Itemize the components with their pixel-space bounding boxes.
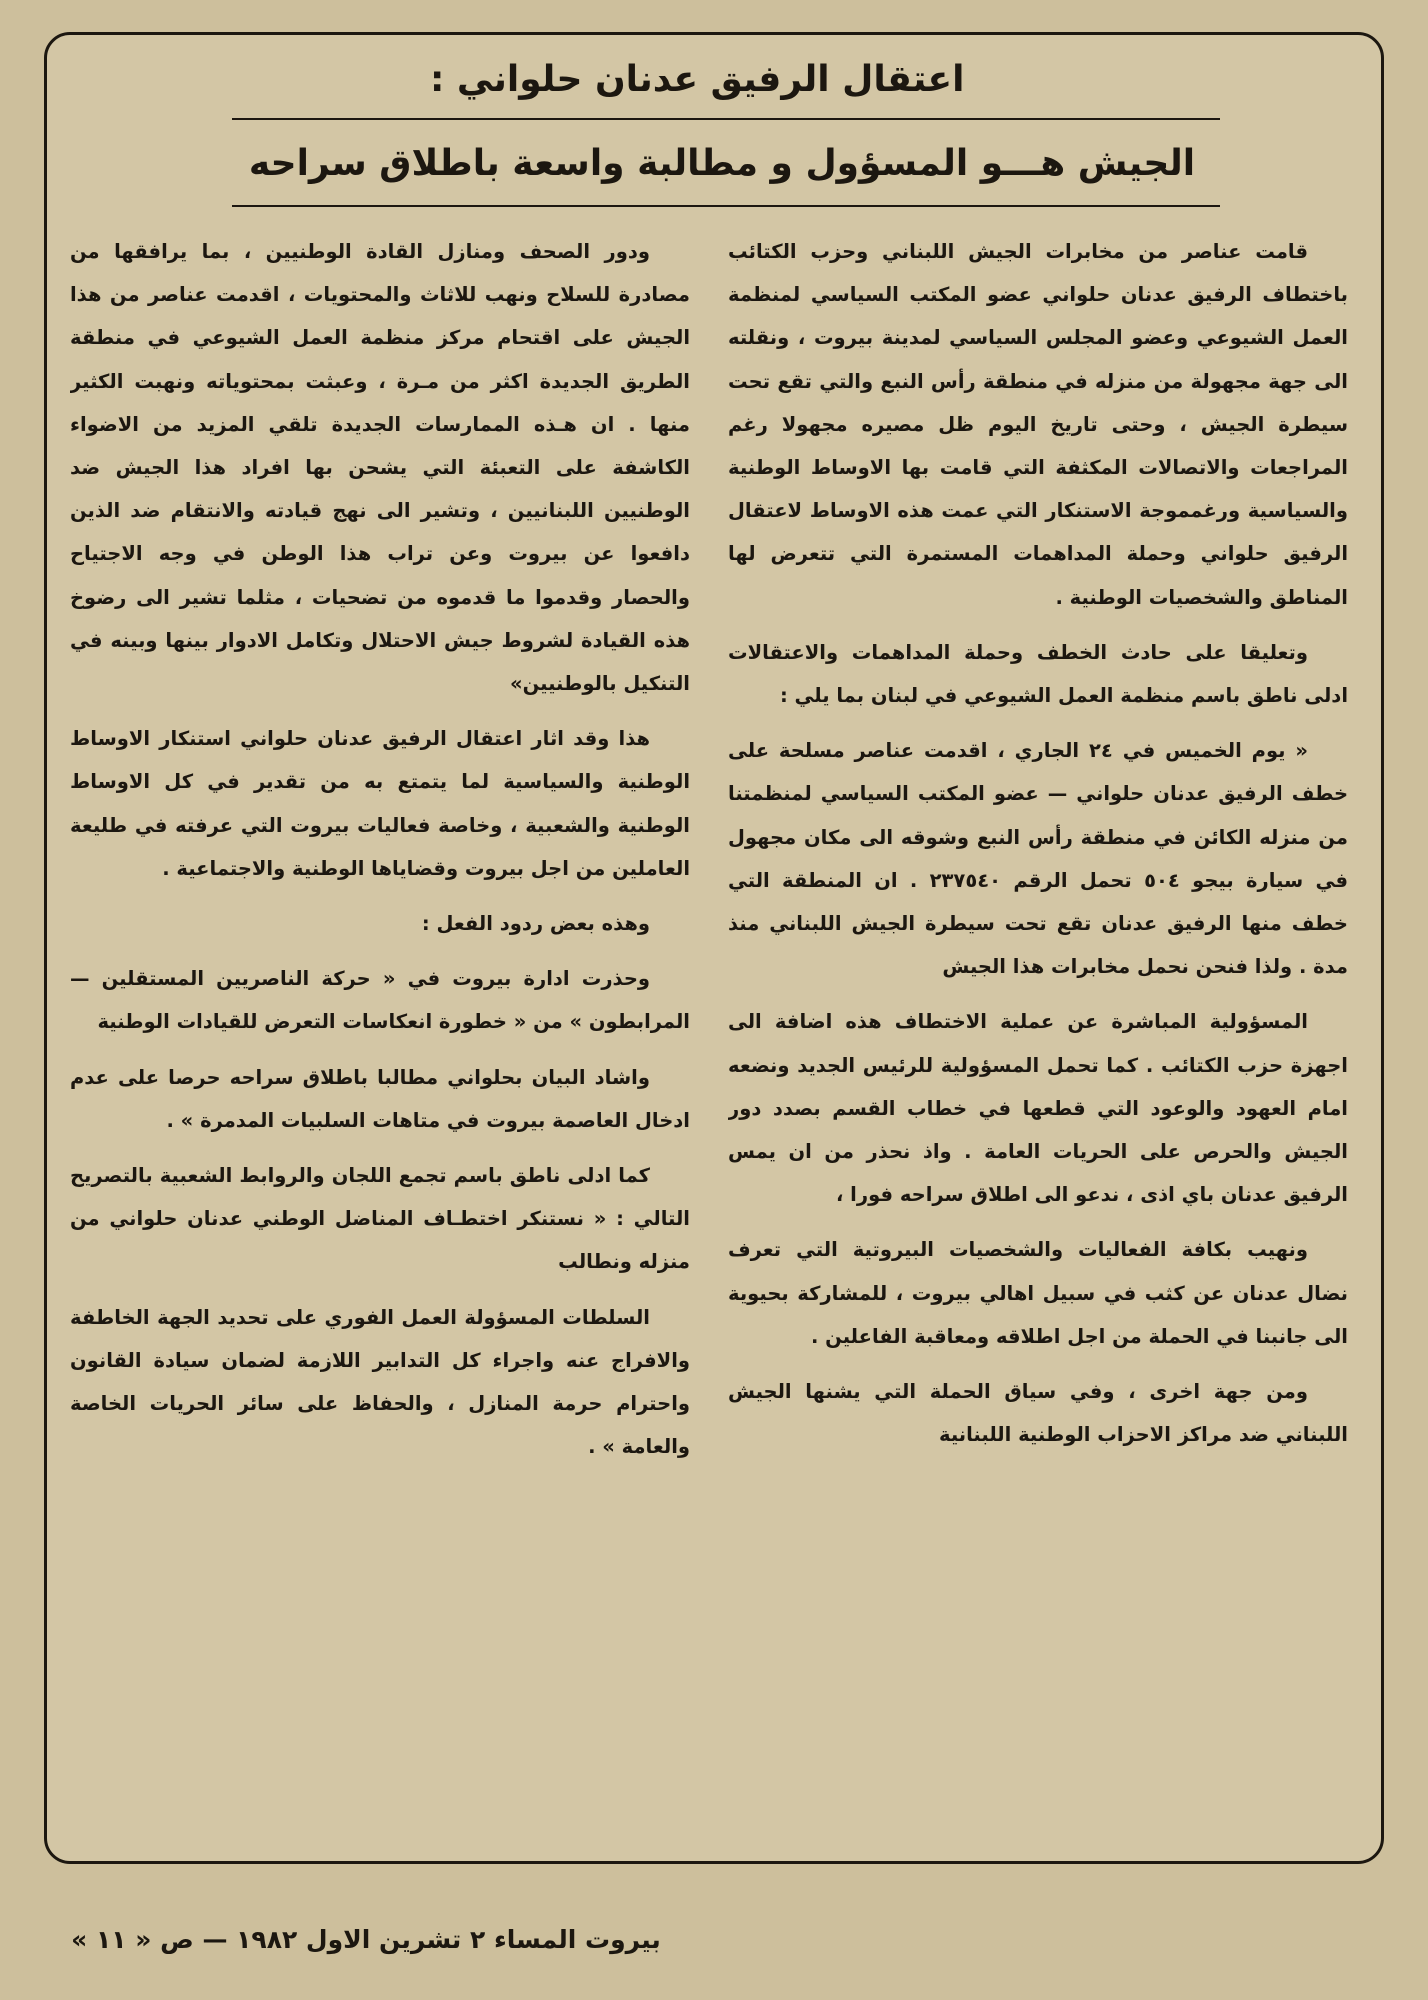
article-column-left xyxy=(70,230,690,1802)
article-column-right xyxy=(728,230,1348,1802)
page-footer: بيروت المساء ٢ تشرين الاول ١٩٨٢ — ص « ١١ » xyxy=(71,1924,661,1954)
paragraph: ودور الصحف ومنازل القادة الوطنيين ، بما يرافقها من مصادرة للسلاح ونهب للاثاث والمحتويات ، اقدمت عناصر من هذا الجيش على اقتحام مركز منظمة العمل الشيوعي في منطقة الطريق الجديدة اكثر من مـرة ، وعبثت بمحتوياته ونهبت الكثير منها . ان هـذه الممارسات الجديدة تلقي المزيد من الاضواء الكاشفة على التعبئة التي يشحن بها افراد هذا الجيش ضد الوطنيين اللبنانيين ، وتشير الى نهج قيادته والانتقام ضد الذين دافعوا عن بيروت وعن تراب هذا الوطن في وجه الاجتياح والحصار وقدموا ما قدموه من تضحيات ، مثلما تشير الى رضوخ هذه القيادة لشروط جيش الاحتلال وتكامل الادوار بينها وبينه في التنكيل بالوطنيين» xyxy=(70,240,690,696)
paragraph: كما ادلى ناطق باسم تجمع اللجان والروابط الشعبية بالتصريح التالي : « نستنكر اختطـاف المناضل الوطني عدنان حلواني من منزله ونطالب xyxy=(70,1164,690,1274)
paragraph: ونهيب بكافة الفعاليات والشخصيات البيروتية التي تعرف نضال عدنان عن كثب في سبيل اهالي بيروت ، للمشاركة بحيوية الى جانبنا في الحملة من اجل اطلاقه ومعاقبة الفاعلين . xyxy=(728,1238,1348,1348)
article-subheadline: الجيش هـــو المسؤول و مطالبة واسعة باطلاق سراحه xyxy=(248,142,1196,184)
paragraph: ومن جهة اخرى ، وفي سياق الحملة التي يشنها الجيش اللبناني ضد مراكز الاحزاب الوطنية اللبنانية xyxy=(728,1380,1348,1447)
headline-rule xyxy=(232,118,1220,120)
paragraph: وهذه بعض ردود الفعل : xyxy=(421,912,650,936)
paragraph: المسؤولية المباشرة عن عملية الاختطاف هذه اضافة الى اجهزة حزب الكتائب . كما تحمل المسؤولية للرئيس الجديد ونضعه امام العهود والوعود التي قطعها في خطاب القسم بصدد دور الجيش والحرص على الحريات العامة . واذ نحذر من ان يمس الرفيق عدنان باي اذى ، ندعو الى اطلاق سراحه فورا ، xyxy=(728,1010,1348,1207)
paragraph: السلطات المسؤولة العمل الفوري على تحديد الجهة الخاطفة والافراج عنه واجراء كل التدابير اللازمة لضمان سيادة القانون واحترام حرمة المنازل ، والحفاظ على سائر الحريات الخاصة والعامة » . xyxy=(70,1305,690,1459)
paragraph: « يوم الخميس في ٢٤ الجاري ، اقدمت عناصر مسلحة على خطف الرفيق عدنان حلواني — عضو المكتب السياسي لمنظمتنا من منزله الكائن في منطقة رأس النبع وشوقه الى مكان مجهول في سيارة بيجو ٥٠٤ تحمل الرقم ٢٣٧٥٤٠ . ان المنطقة التي خطف منها الرفيق عدنان تقع تحت سيطرة الجيش اللبناني منذ مدة . ولذا فنحن نحمل مخابرات هذا الجيش xyxy=(728,739,1348,979)
paragraph: قامت عناصر من مخابرات الجيش اللبناني وحزب الكتائب باختطاف الرفيق عدنان حلواني عضو المكتب السياسي لمنظمة العمل الشيوعي وعضو المجلس السياسي لمدينة بيروت ، ونقلته الى جهة مجهولة من منزله في منطقة رأس النبع والتي تقع تحت سيطرة الجيش ، وحتى تاريخ اليوم ظل مصيره مجهولا رغم المراجعات والاتصالات المكثفة التي قامت بها الاوساط الوطنية والسياسية ورغمموجة الاستنكار التي عمت هذه الاوساط لاعتقال الرفيق حلواني وحملة المداهمات المستمرة التي تتعرض لها المناطق والشخصيات الوطنية . xyxy=(728,240,1348,609)
paragraph: هذا وقد اثار اعتقال الرفيق عدنان حلواني استنكار الاوساط الوطنية والسياسية لما يتمتع به من تقدير في كل الاوساط الوطنية والشعبية ، وخاصة فعاليات بيروت التي عرفته في طليعة العاملين من اجل بيروت وقضاياها الوطنية والاجتماعية . xyxy=(70,727,690,880)
paragraph: وحذرت ادارة بيروت في « حركة الناصريين المستقلين — المرابطون » من « خطورة انعكاسات التعرض للقيادات الوطنية xyxy=(70,967,690,1034)
paragraph: وتعليقا على حادث الخطف وحملة المداهمات والاعتقالات ادلى ناطق باسم منظمة العمل الشيوعي في لبنان بما يلي : xyxy=(728,640,1348,708)
paragraph: واشاد البيان بحلواني مطالبا باطلاق سراحه حرصا على عدم ادخال العاصمة بيروت في متاهات السلبيات المدمرة » . xyxy=(70,1065,690,1132)
article-headline: اعتقال الرفيق عدنان حلواني : xyxy=(430,58,965,100)
subheadline-rule xyxy=(232,205,1220,207)
